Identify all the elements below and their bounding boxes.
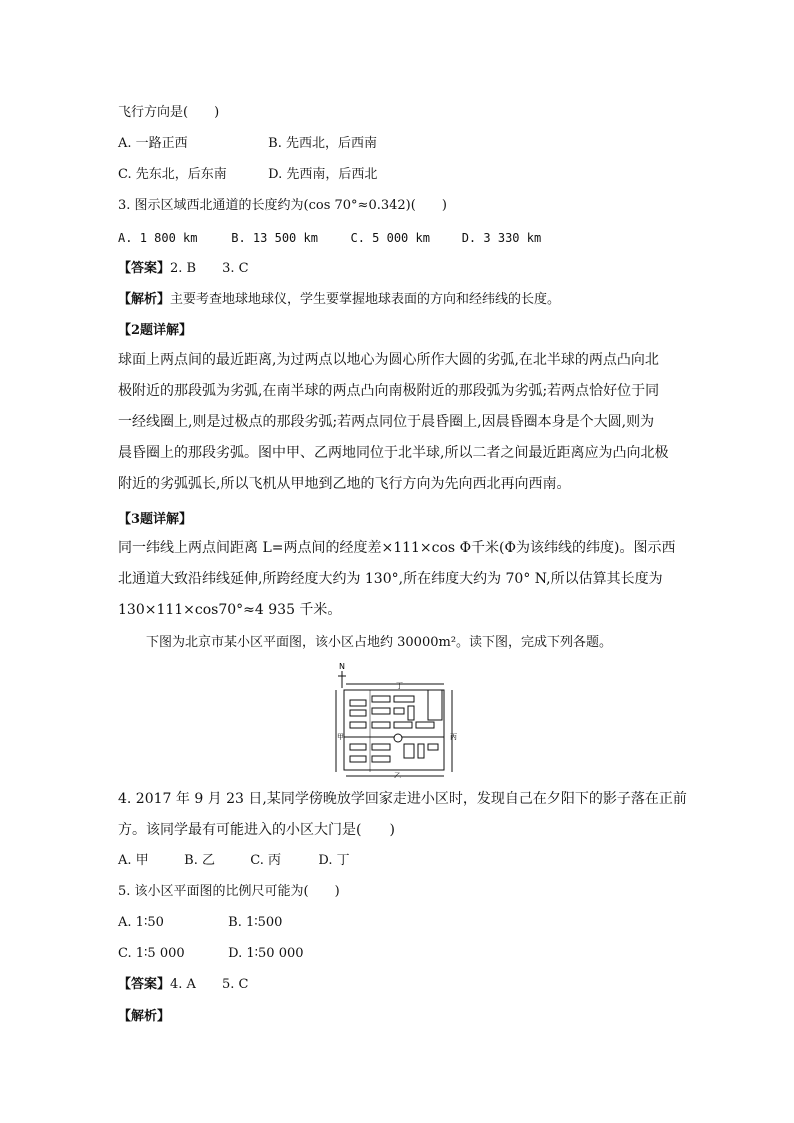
option-d: D. 先西南，后西北 [268,167,378,182]
options-row [118,135,377,153]
answer-line [118,976,248,994]
detail-paragraph [118,533,678,626]
paragraph-line: 球面上两点间的最近距离,为过两点以地心为圆心所作大圆的劣弧,在北半球的两点凸向北 [118,352,659,368]
option-a: A. 一路正西 [118,136,188,151]
option-b: B. 先西北，后西南 [268,136,377,151]
stem-line: 方。该同学最有可能进入的小区大门是( ) [118,822,395,838]
paragraph-line: 北通道大致沿纬线延伸,所跨经度大约为 130°,所在纬度大约为 70° N,所以估算其长度为 [118,571,663,587]
question-stem: 3. 图示区域西北通道的长度约为(cos 70°≈0.342)( ) [118,198,447,213]
paragraph-line: 晨昏圈上的那段劣弧。图中甲、乙两地同位于北半球,所以二者之间最近距离应为凸向北极 [118,445,669,461]
detail-heading: 【3题详解】 [118,512,193,527]
detail-paragraph [118,345,678,500]
gate-label-east: 丙 [450,733,457,741]
option-a: A. 1 800 km [118,231,198,245]
analysis-line [118,291,560,309]
answer-text: 4. A 5. C [170,977,249,992]
intro-text: 下图为北京市某小区平面图，该小区占地约 30000m²。读下图，完成下列各题。 [146,635,613,650]
option-a: A. 1∶50 [118,915,164,930]
paragraph-line: 附近的劣弧弧长,所以飞机从甲地到乙地的飞行方向为先向西北再向西南。 [118,476,571,492]
options-row [118,166,377,184]
options-row [118,852,350,870]
option-d: D. 丁 [318,853,350,868]
options-row [118,945,304,963]
option-d: D. 3 330 km [461,231,542,245]
option-b: B. 1∶500 [228,915,283,930]
options-row [118,914,282,932]
option-c: C. 先东北，后东南 [118,167,227,182]
question-stem: 5. 该小区平面图的比例尺可能为( ) [118,884,340,899]
answer-tag: 【答案】 [118,977,171,992]
community-map [332,660,462,778]
option-d: D. 1∶50 000 [228,946,304,961]
option-c: C. 丙 [250,853,282,868]
option-b: B. 乙 [184,853,215,868]
answer-line [118,260,249,278]
detail-heading: 【2题详解】 [118,323,193,338]
answer-tag: 【答案】 [118,261,171,276]
option-c: C. 5 000 km [350,231,430,245]
analysis-tag: 【解析】 [118,292,171,307]
options-row [118,229,541,247]
paragraph-line: 同一纬线上两点间距离 L=两点间的经度差×111×cos Φ千米(Φ为该纬线的纬度)。图示西 [118,540,676,556]
buildings [350,690,442,762]
paragraph-line: 极附近的那段弧为劣弧,在南半球的两点凸向南极附近的那段弧为劣弧;若两点恰好位于同 [118,383,660,399]
roundabout [394,734,402,742]
paragraph-line: 130×111×cos70°≈4 935 千米。 [118,602,342,618]
question-stem [118,784,687,846]
question-stem: 飞行方向是( ) [118,105,220,120]
answer-text: 2. B 3. C [170,261,249,276]
analysis-tag: 【解析】 [118,1009,171,1024]
option-a: A. 甲 [118,853,149,868]
option-b: B. 13 500 km [231,231,318,245]
analysis-text: 主要考查地球地球仪，学生要掌握地球表面的方向和经纬线的长度。 [170,292,561,307]
option-c: C. 1∶5 000 [118,946,185,961]
paragraph-line: 一经线圈上,则是过极点的那段劣弧;若两点同位于晨昏圈上,因晨昏圈本身是个大圆,则为 [118,414,655,430]
gate-label-north: 丁 [396,682,403,690]
gate-label-south: 乙 [394,772,401,778]
stem-line: 4. 2017 年 9 月 23 日,某同学傍晚放学回家走进小区时，发现自己在夕阳下的影子落在正前 [118,791,687,807]
gate-label-west: 甲 [337,733,344,741]
north-label: N [339,662,345,671]
